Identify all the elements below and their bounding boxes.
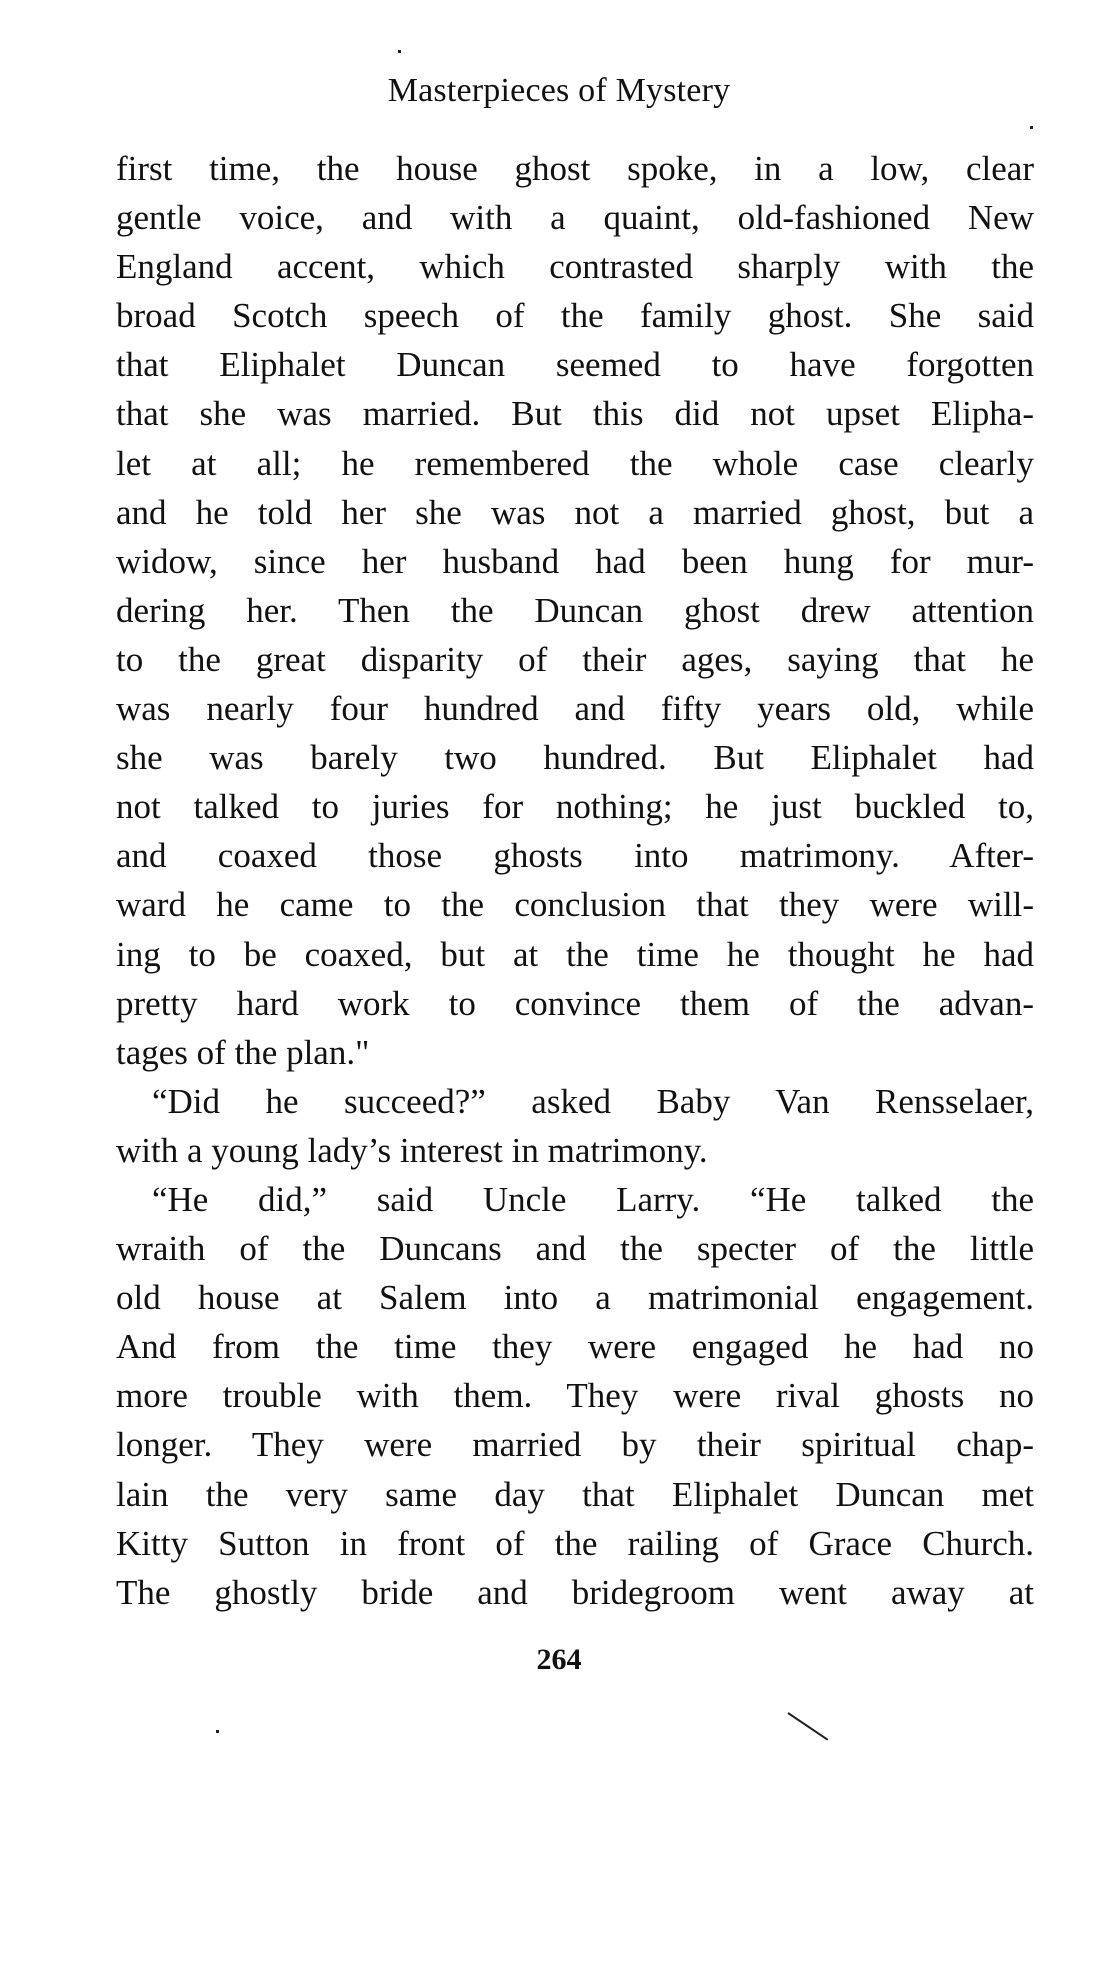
- text-line: gentle voice, and with a quaint, old-fashioned New: [116, 198, 1034, 238]
- speck-mark: [1030, 126, 1033, 129]
- pen-stroke-mark: [787, 1712, 828, 1740]
- page-number: 264: [536, 1643, 582, 1676]
- text-line: let at all; he remembered the whole case clearly: [116, 443, 1034, 483]
- speck-mark: [398, 50, 401, 53]
- text-line: more trouble with them. They were rival ghosts no: [116, 1376, 1034, 1416]
- text-line: longer. They were married by their spiritual chap-: [116, 1425, 1034, 1465]
- text-line: dering her. Then the Duncan ghost drew attention: [116, 590, 1034, 630]
- text-line: And from the time they were engaged he had no: [116, 1327, 1034, 1367]
- text-line: and coaxed those ghosts into matrimony. After-: [116, 836, 1034, 876]
- running-title: Masterpieces of Mystery: [387, 72, 731, 109]
- text-line: ing to be coaxed, but at the time he thought he had: [116, 934, 1034, 974]
- text-line: wraith of the Duncans and the specter of the little: [116, 1229, 1034, 1269]
- text-line: widow, since her husband had been hung for mur-: [116, 541, 1034, 581]
- text-line: “He did,” said Uncle Larry. “He talked the: [152, 1179, 1034, 1219]
- text-line: with a young lady’s interest in matrimony.: [116, 1130, 708, 1170]
- text-line: lain the very same day that Eliphalet Duncan met: [116, 1474, 1034, 1514]
- text-line: was nearly four hundred and fifty years old, while: [116, 689, 1034, 729]
- text-line: first time, the house ghost spoke, in a low, clear: [116, 149, 1034, 188]
- text-line: broad Scotch speech of the family ghost. She said: [116, 296, 1034, 336]
- text-line: “Did he succeed?” asked Baby Van Rensselaer,: [152, 1081, 1034, 1121]
- speck-mark: [216, 1730, 219, 1733]
- text-line: that she was married. But this did not upset Elipha-: [116, 394, 1034, 434]
- text-line: The ghostly bride and bridegroom went away at: [116, 1572, 1034, 1612]
- body-text: [116, 144, 1034, 1617]
- text-line: old house at Salem into a matrimonial engagement.: [116, 1278, 1034, 1318]
- text-line: and he told her she was not a married ghost, but a: [116, 492, 1034, 532]
- text-line: to the great disparity of their ages, saying that he: [116, 639, 1034, 679]
- text-line: ward he came to the conclusion that they were will-: [116, 885, 1034, 925]
- text-line: not talked to juries for nothing; he just buckled to,: [116, 787, 1034, 827]
- text-line: she was barely two hundred. But Eliphalet had: [116, 738, 1034, 778]
- text-line: that Eliphalet Duncan seemed to have forgotten: [116, 345, 1034, 385]
- text-line: Kitty Sutton in front of the railing of Grace Church.: [116, 1523, 1034, 1563]
- text-line: tages of the plan.": [116, 1032, 370, 1072]
- text-line: pretty hard work to convince them of the advan-: [116, 983, 1034, 1023]
- text-line: England accent, which contrasted sharply with the: [116, 247, 1034, 287]
